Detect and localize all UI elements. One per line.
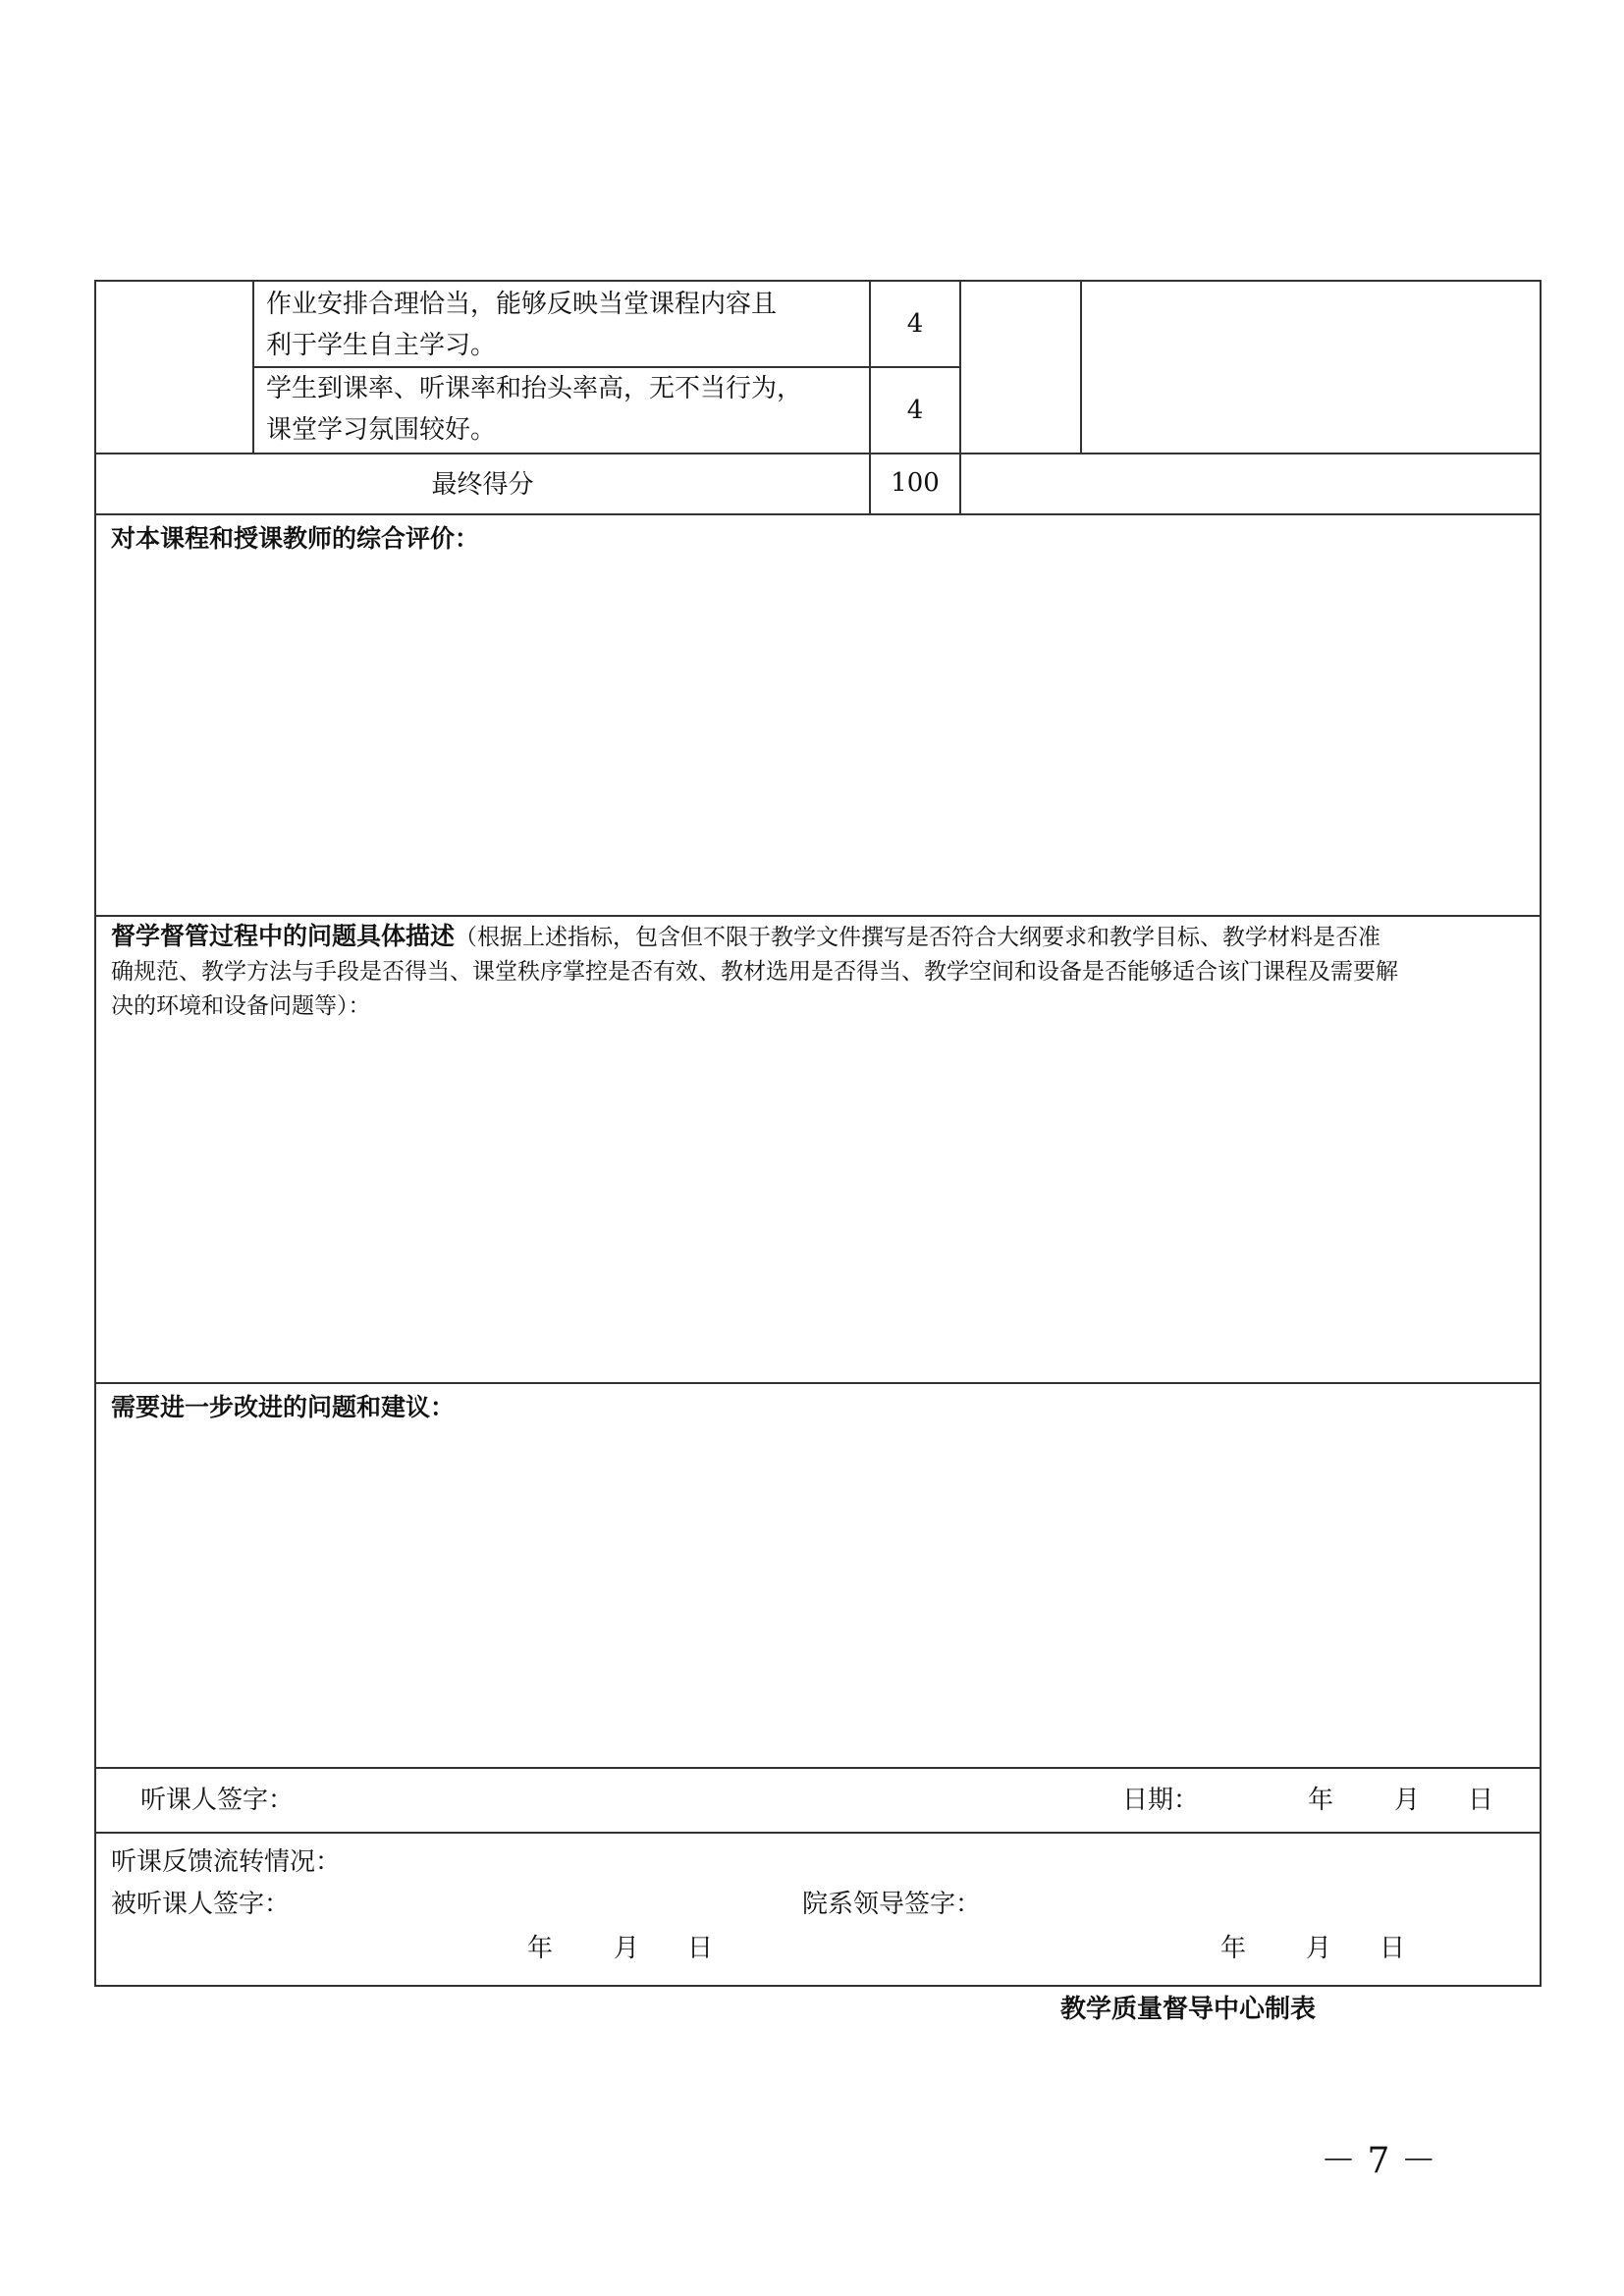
teacher-date-year: 年 bbox=[527, 1934, 554, 1963]
criteria-max-score: 4 bbox=[906, 396, 924, 425]
form-maker: 教学质量督导中心制表 bbox=[1060, 1995, 1317, 2024]
listener-sign-field[interactable] bbox=[295, 1772, 1100, 1827]
criteria-text-line1: 作业安排合理恰当，能够反映当堂课程内容且 bbox=[266, 290, 778, 319]
row-divider-eval bbox=[94, 513, 1542, 515]
overall-eval-textarea[interactable] bbox=[96, 564, 1540, 915]
final-score-remark[interactable] bbox=[961, 454, 1540, 513]
criteria-text-line2: 利于学生自主学习。 bbox=[266, 331, 497, 360]
teacher-sign-label: 被听课人签字： bbox=[111, 1890, 291, 1919]
improvement-title: 需要进一步改进的问题和建议： bbox=[111, 1393, 456, 1421]
row-divider-problem bbox=[94, 915, 1542, 917]
date-day: 日 bbox=[1468, 1786, 1494, 1815]
listener-sign-label: 听课人签字： bbox=[140, 1786, 295, 1815]
date-month: 月 bbox=[1394, 1786, 1421, 1815]
leader-sign-field[interactable] bbox=[1001, 1883, 1532, 1926]
table-border-right bbox=[1540, 280, 1542, 1987]
leader-date-year: 年 bbox=[1220, 1934, 1247, 1963]
feedback-title: 听课反馈流转情况： bbox=[111, 1847, 342, 1877]
problem-desc-block bbox=[111, 919, 1535, 1024]
leader-date-day: 日 bbox=[1380, 1934, 1406, 1963]
final-score-label: 最终得分 bbox=[431, 470, 534, 500]
improvement-textarea[interactable] bbox=[96, 1433, 1540, 1767]
row-divider-feedback bbox=[94, 1832, 1542, 1834]
table-border-bottom bbox=[94, 1985, 1542, 1987]
criteria-max-score: 4 bbox=[906, 309, 924, 339]
problem-desc-note-line3: 决的环境和设备问题等）： bbox=[111, 993, 371, 1019]
col-divider-4 bbox=[1080, 280, 1082, 454]
criteria-text-line1: 学生到课率、听课率和抬头率高，无不当行为， bbox=[266, 374, 803, 403]
problem-desc-note-line1: （根据上述指标，包含但不限于教学文件撰写是否符合大纲要求和教学目标、教学材料是否准 bbox=[455, 925, 1381, 950]
row-divider-improve bbox=[94, 1382, 1542, 1384]
criteria-score-input[interactable] bbox=[961, 282, 1080, 366]
criteria-text-line2: 课堂学习氛围较好。 bbox=[266, 415, 497, 445]
problem-desc-title: 督学督管过程中的问题具体描述 bbox=[111, 922, 456, 950]
teacher-date-month: 月 bbox=[614, 1934, 640, 1963]
row-divider-sign bbox=[94, 1767, 1542, 1769]
table-border-top bbox=[94, 280, 1542, 282]
page-number: － 7 － bbox=[1321, 2141, 1436, 2181]
leader-sign-label: 院系领导签字： bbox=[802, 1890, 982, 1919]
overall-eval-title: 对本课程和授课教师的综合评价： bbox=[111, 524, 480, 553]
problem-desc-note-line2: 确规范、教学方法与手段是否得当、课堂秩序掌控是否有效、教材选用是否得当、教学空间和设备是否能够适合该门课程及需要解 bbox=[111, 959, 1398, 985]
teacher-sign-field[interactable] bbox=[295, 1883, 785, 1926]
criteria-score-input[interactable] bbox=[961, 368, 1080, 453]
problem-desc-textarea[interactable] bbox=[96, 1031, 1540, 1382]
date-year: 年 bbox=[1308, 1786, 1334, 1815]
date-label: 日期： bbox=[1122, 1786, 1200, 1815]
final-score-value: 100 bbox=[891, 468, 940, 498]
leader-date-month: 月 bbox=[1306, 1934, 1332, 1963]
teacher-date-day: 日 bbox=[687, 1934, 714, 1963]
